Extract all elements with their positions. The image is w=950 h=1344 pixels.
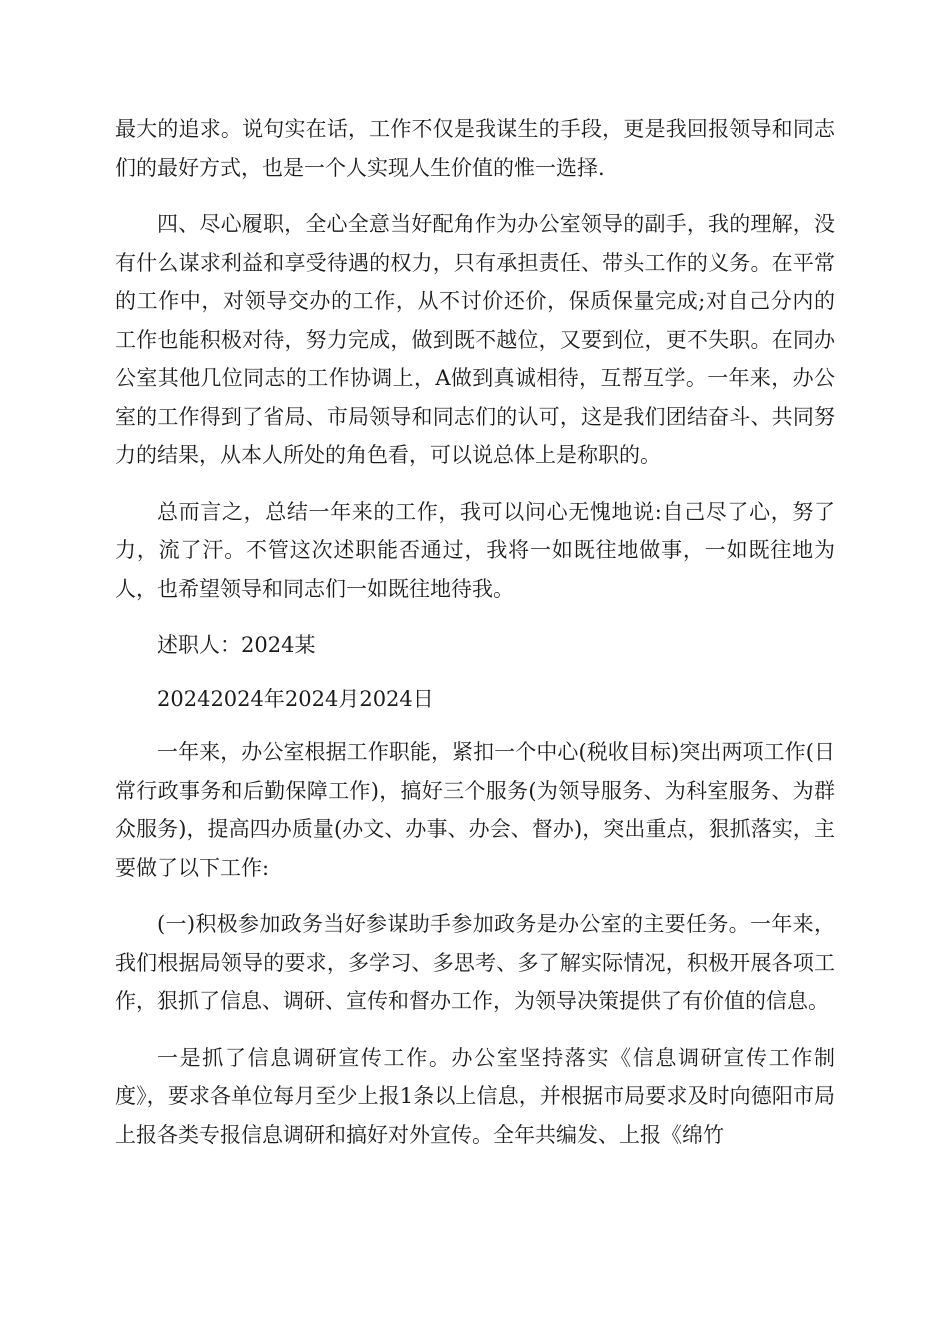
date-line: 20242024年2024月2024日 [157, 686, 434, 711]
paragraph-continuation: 最大的追求。说句实在话，工作不仅是我谋生的手段，更是我回报领导和同志们的最好方式，也是一个人实现人生价值的惟一选择. [115, 117, 835, 180]
paragraph-conclusion: 总而言之，总结一年来的工作，我可以问心无愧地说:自己尽了心，努了力，流了汗。不管这次述职能否通过，我将一如既往地做事，一如既往地为人，也希望领导和同志们一如既往地待我。 [115, 499, 835, 601]
paragraph-point-one: 一是抓了信息调研宣传工作。办公室坚持落实《信息调研宣传工作制度》，要求各单位每月至少上报1条以上信息，并根据市局要求及时向德阳市局上报各类专报信息调研和搞好对外宣传。全年共编发、上报《绵竹 [115, 1045, 835, 1147]
paragraph-overview: 一年来，办公室根据工作职能，紧扣一个中心(税收目标)突出两项工作(日常行政事务和后勤保障工作)，搞好三个服务(为领导服务、为科室服务、为群众服务)，提高四办质量(办文、办事、办会、督办)，突出重点，狠抓落实，主要做了以下工作: [115, 740, 835, 880]
paragraph-item-one: (一)积极参加政务当好参谋助手参加政务是办公室的主要任务。一年来，我们根据局领导的要求，多学习、多思考、多了解实际情况，积极开展各项工作，狠抓了信息、调研、宣传和督办工作，为领导决策提供了有价值的信息。 [115, 912, 835, 1013]
signature-line: 述职人：2024某 [157, 633, 316, 657]
document-page [115, 110, 835, 1172]
paragraph-section-four: 四、尽心履职，全心全意当好配角作为办公室领导的副手，我的理解，没有什么谋求利益和享受待遇的权力，只有承担责任、带头工作的义务。在平常的工作中，对领导交办的工作，从不讨价还价，保质保量完成;对自己分内的工作也能积极对待，努力完成，做到既不越位，又要到位，更不失职。在同办公室其他几位同志的工作协调上，A做到真诚相待，互帮互学。一年来，办公室的工作得到了省局、市局领导和同志们的认可，这是我们团结奋斗、共同努力的结果，从本人所处的角色看，可以说总体上是称职的。 [115, 212, 835, 467]
